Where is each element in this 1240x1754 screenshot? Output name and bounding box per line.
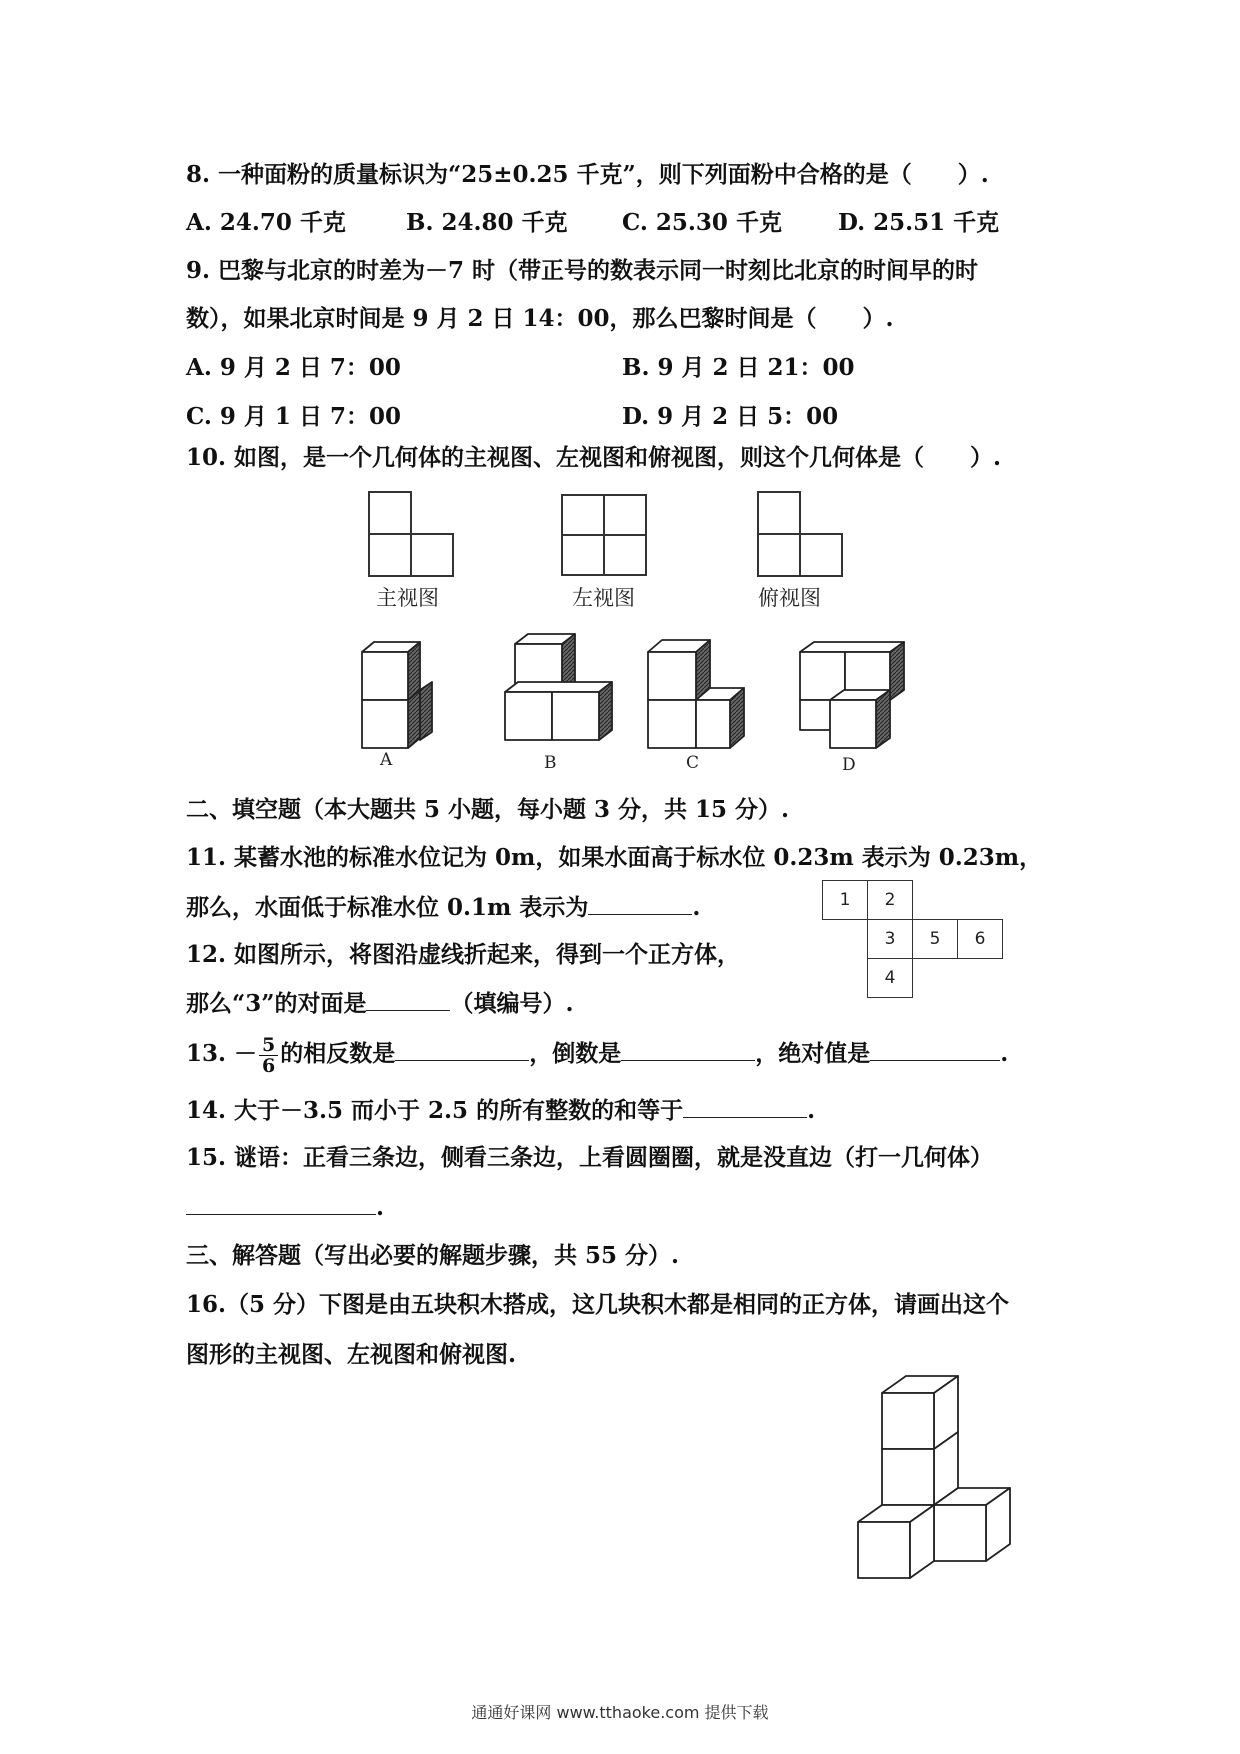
q8-option-d: D. 25.51 千克 [838,209,1000,236]
q12-line1: 12. 如图所示，将图沿虚线折起来，得到一个正方体， [186,941,741,968]
net-cell-6: 6 [957,919,1003,959]
solid-c-label: C [686,753,700,773]
q15-end: . [376,1194,385,1221]
front-view-caption: 主视图 [376,586,439,610]
q16-line1: 16.（5 分）下图是由五块积木搭成，这几块积木都是相同的正方体，请画出这个 [186,1291,1010,1318]
q8-stem: 8. 一种面粉的质量标识为“25±0.25 千克”，则下列面粉中合格的是（ ）. [186,161,989,188]
q11-line1: 11. 某蓄水池的标准水位记为 0m，如果水面高于标水位 0.23m 表示为 0.23m， [186,844,1043,871]
q11-line2-end: . [692,894,701,921]
q13-part3: ，绝对值是 [755,1040,871,1067]
q12-line2-text: 那么“3”的对面是 [186,990,367,1017]
top-view-caption: 俯视图 [758,586,821,610]
q9-option-c: C. 9 月 1 日 7：00 [186,403,401,430]
solid-d-label: D [842,755,856,775]
q11-line2-text: 那么，水面低于标准水位 0.1m 表示为 [186,894,589,921]
q9-stem-line1: 9. 巴黎与北京的时差为－7 时（带正号的数表示同一时刻比北京的时间早的时 [186,257,979,284]
q14-text: 14. 大于－3.5 而小于 2.5 的所有整数的和等于 [186,1097,684,1124]
q12-line2-end: （填编号）. [450,990,574,1017]
q16-line2: 图形的主视图、左视图和俯视图. [186,1341,517,1368]
solid-b-label: B [544,753,557,773]
q8-option-c: C. 25.30 千克 [622,209,782,236]
q8-option-a: A. 24.70 千克 [186,209,346,236]
q9-option-b: B. 9 月 2 日 21：00 [622,354,855,381]
section2-title: 二、填空题（本大题共 5 小题，每小题 3 分，共 15 分）. [186,796,790,823]
q9-option-a: A. 9 月 2 日 7：00 [186,354,401,381]
q13-number: 13. － [186,1040,258,1067]
q13-fraction-numerator: 5 [259,1035,278,1056]
q9-option-d: D. 9 月 2 日 5：00 [622,403,839,430]
net-cell-3: 3 [867,919,913,959]
q10-stem: 10. 如图，是一个几何体的主视图、左视图和俯视图，则这个几何体是（ ）. [186,444,1002,471]
solid-a-label: A [380,750,393,770]
q15-line1: 15. 谜语：正看三条边，侧看三条边，上看圆圈圈，就是没直边（打一几何体） [186,1144,994,1171]
net-cell-4: 4 [867,958,913,998]
footer-source: 通通好课网 www.tthaoke.com 提供下载 [471,1703,769,1722]
q9-stem-line2: 数），如果北京时间是 9 月 2 日 14：00，那么巴黎时间是（ ）. [186,305,894,332]
q13-part2: ，倒数是 [529,1040,622,1067]
q8-option-b: B. 24.80 千克 [406,209,568,236]
net-cell-1: 1 [822,880,868,920]
q13-end: . [1000,1040,1009,1067]
left-view-caption: 左视图 [572,586,635,610]
net-cell-2: 2 [867,880,913,920]
q13-fraction-denominator: 6 [262,1054,276,1077]
q14-end: . [807,1097,816,1124]
q13-part1: 的相反数是 [280,1040,396,1067]
net-cell-5: 5 [912,919,958,959]
section3-title: 三、解答题（写出必要的解题步骤，共 55 分）. [186,1242,680,1269]
